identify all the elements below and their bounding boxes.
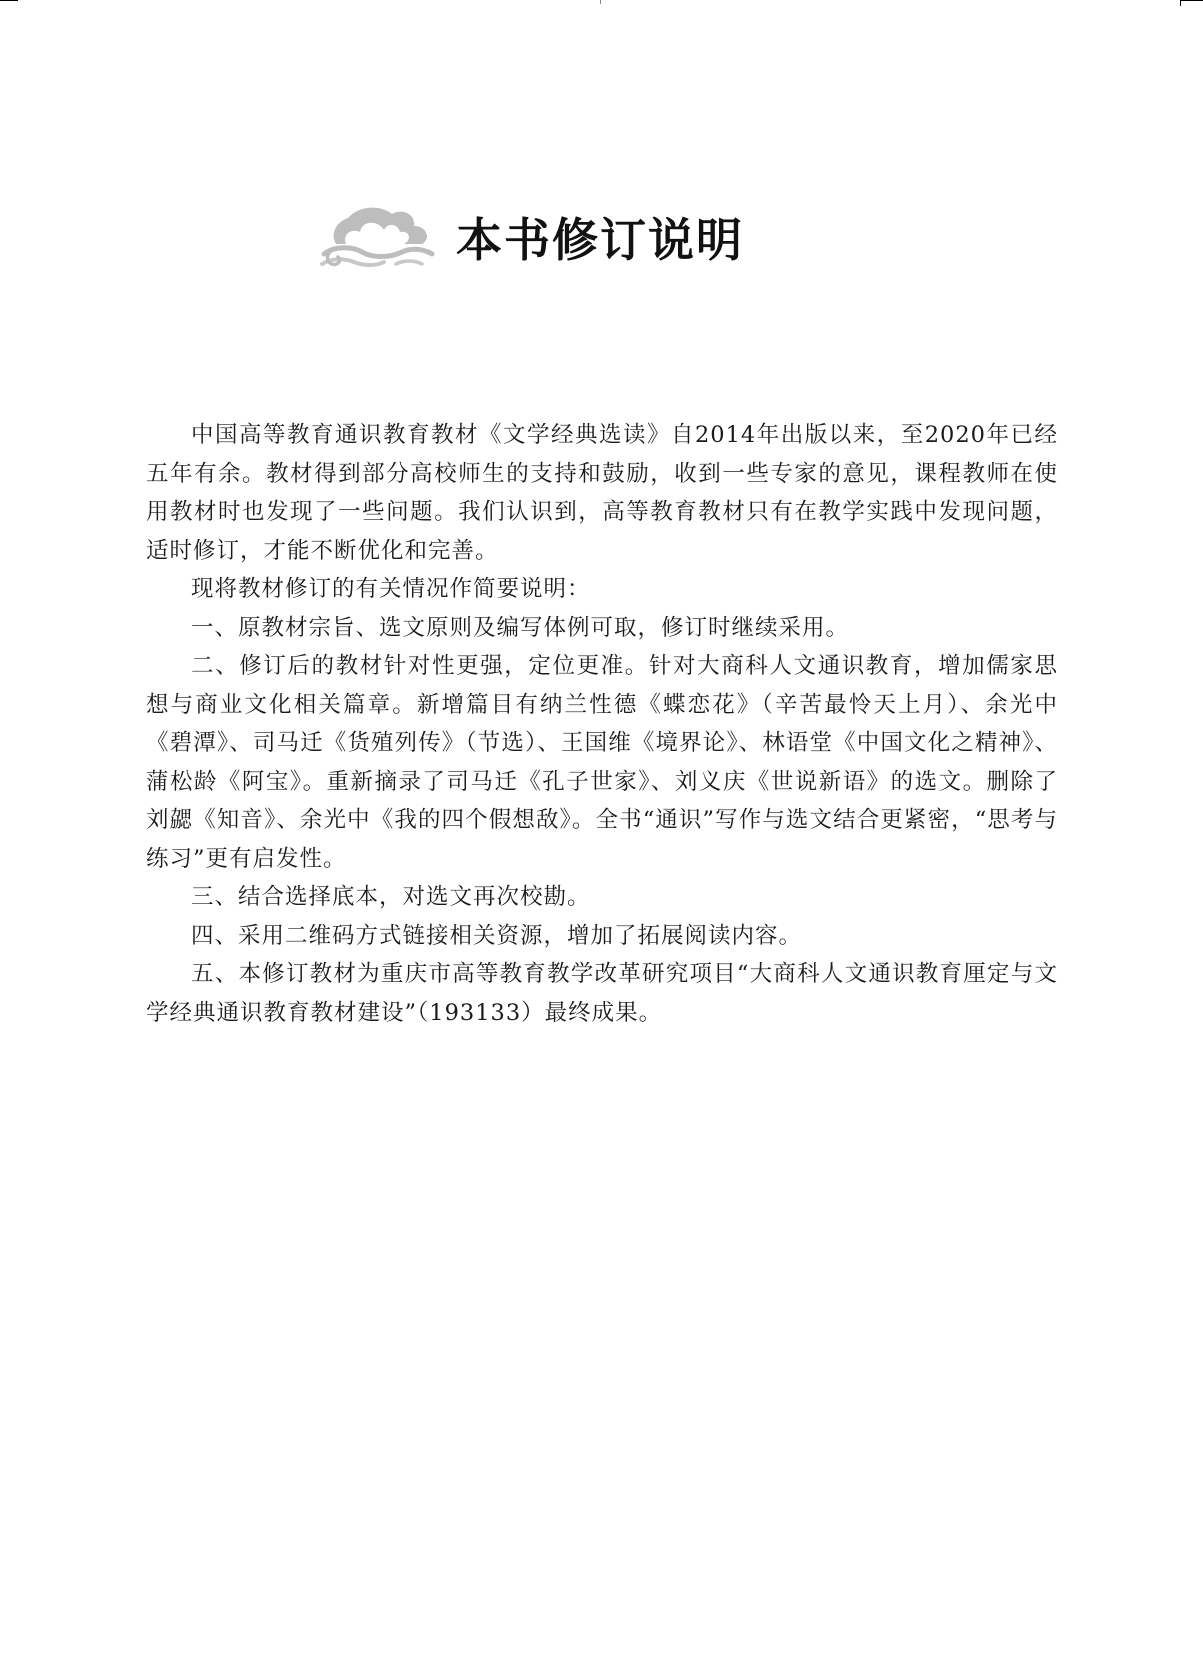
cloud-swirl-icon (318, 204, 436, 276)
paragraph-item-2: 二、修订后的教材针对性更强，定位更准。针对大商科人文通识教育，增加儒家思想与商业文化相关篇章。新增篇目有纳兰性德《蝶恋花》（辛苦最怜天上月）、余光中《碧潭》、司马迁《货殖列传》（节选）、王国维《境界论》、林语堂《中国文化之精神》、蒲松龄《阿宝》。重新摘录了司马迁《孔子世家》、刘义庆《世说新语》的选文。删除了刘勰《知音》、余光中《我的四个假想敌》。全书“通识”写作与选文结合更紧密，“思考与练习”更有启发性。 (146, 653, 1058, 872)
paragraph-item-3: 三、结合选择底本，对选文再次校勘。 (191, 884, 591, 910)
paragraph-item-4: 四、采用二维码方式链接相关资源，增加了拓展阅读内容。 (191, 922, 803, 949)
body-text (146, 416, 1058, 1032)
paragraph-item-1: 一、原教材宗旨、选文原则及编写体例可取，修订时继续采用。 (191, 614, 850, 641)
crop-mark-left (0, 0, 18, 1)
paragraph-intro: 中国高等教育通识教育教材《文学经典选读》自2014年出版以来，至2020年已经五年有余。教材得到部分高校师生的支持和鼓励，收到一些专家的意见，课程教师在使用教材时也发现了一些问题。我们认识到，高等教育教材只有在教学实践中发现问题，适时修订，才能不断优化和完善。 (146, 422, 1058, 564)
crop-mark-right (1181, 0, 1203, 1)
paragraph-item-5: 五、本修订教材为重庆市高等教育教学改革研究项目“大商科人文通识教育厘定与文学经典通识教育教材建设”（193133）最终成果。 (146, 961, 1058, 1026)
paragraph-lead: 现将教材修订的有关情况作简要说明： (191, 576, 591, 602)
crop-mark-right-vertical (1180, 0, 1181, 6)
title-block (318, 200, 758, 280)
page-title: 本书修订说明 (456, 213, 744, 267)
crop-mark-center (600, 0, 601, 4)
